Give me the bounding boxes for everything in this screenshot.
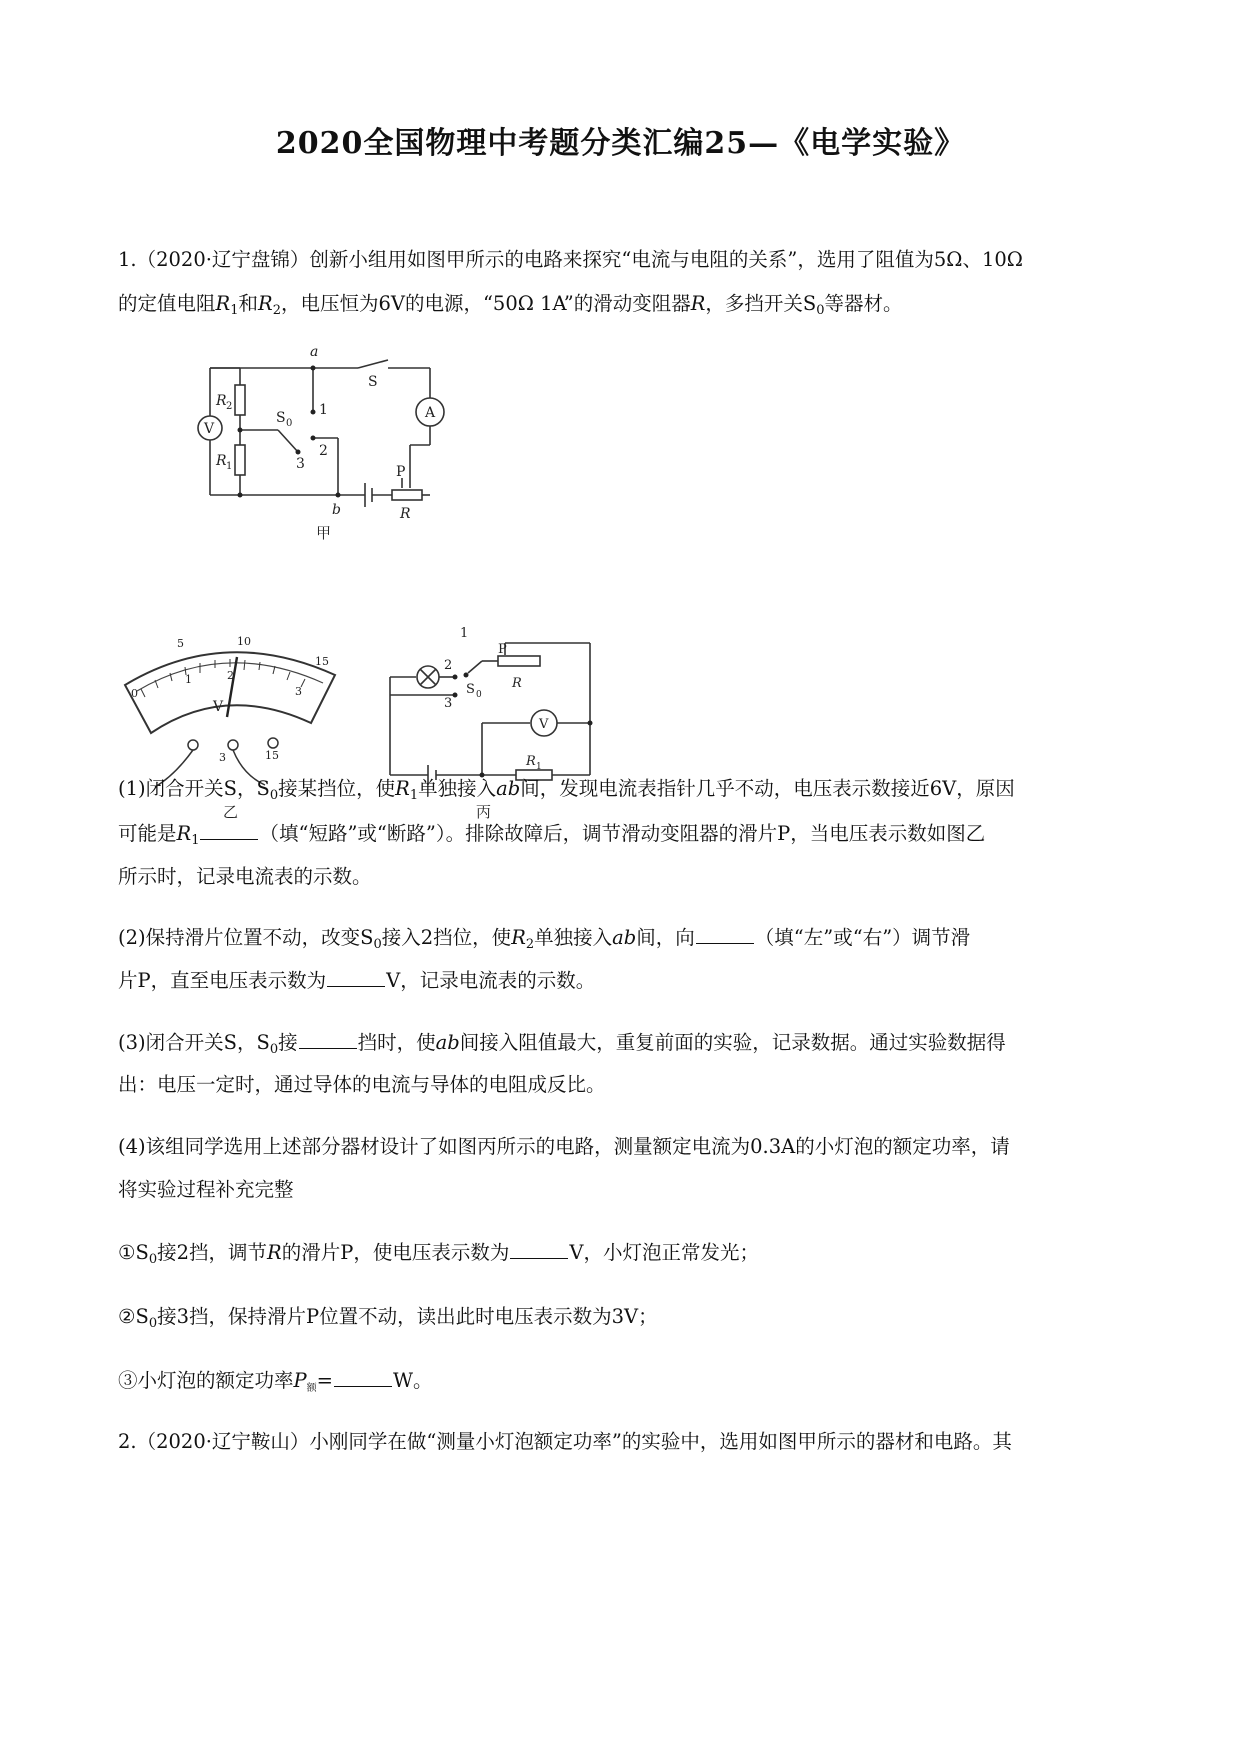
- q1-text: 的定值电阻: [118, 292, 216, 315]
- var-ab: ab: [435, 1031, 460, 1054]
- voltmeter-symbol: V: [204, 421, 215, 437]
- answer-blank[interactable]: [299, 1030, 357, 1049]
- text: (2)保持滑片位置不动，改变S: [118, 926, 374, 949]
- text: ②S: [118, 1305, 149, 1328]
- voltmeter-symbol: V: [539, 717, 549, 732]
- label-r: R: [512, 676, 522, 691]
- label-s0: S: [276, 410, 286, 426]
- text: ③小灯泡的额定功率: [118, 1369, 294, 1392]
- sub: 1: [409, 788, 419, 803]
- text: 片P，直至电压表示数为: [118, 969, 327, 992]
- text: （填“左”或“右”）调节滑: [754, 926, 971, 949]
- q1-step1: [118, 1240, 1133, 1265]
- sub: 0: [286, 418, 293, 429]
- terminal-1: 1: [460, 626, 469, 641]
- answer-blank[interactable]: [200, 821, 258, 840]
- sub: 0: [269, 1042, 279, 1057]
- text: =: [316, 1369, 333, 1392]
- sub: 2: [226, 401, 233, 412]
- figure-caption-yi: 乙: [223, 803, 239, 821]
- text: W。: [392, 1369, 433, 1392]
- dial-lower-0: 0: [131, 687, 138, 700]
- text: V，记录电流表的示数。: [386, 969, 596, 992]
- terminal-3: 3: [444, 696, 453, 711]
- q1-part1-line1: [118, 777, 1133, 801]
- label-r1: R: [526, 754, 536, 769]
- dial-lower-3: 3: [295, 685, 302, 698]
- var-r: R: [395, 777, 410, 800]
- text: 接某挡位，使: [278, 777, 396, 800]
- q1-step2: [118, 1305, 1133, 1329]
- label-r2: R: [216, 393, 227, 409]
- q1-stem-text: （2020·辽宁盘锦）创新小组用如图甲所示的电路来探究“电流与电阻的关系”，选用了阻值为5Ω、10Ω: [136, 248, 1023, 271]
- q1-line-1: [118, 248, 1133, 272]
- var-r: R: [215, 292, 231, 315]
- q1-part4-line1: (4)该组同学选用上述部分器材设计了如图丙所示的电路，测量额定电流为0.3A的小灯泡的额定功率，请: [118, 1135, 1010, 1158]
- sub: 0: [476, 690, 482, 700]
- var-r: R: [258, 292, 273, 315]
- terminal-15v: 15: [265, 749, 279, 762]
- sub: 1: [226, 461, 233, 472]
- text: 单独接入: [534, 926, 613, 949]
- text: （填“短路”或“断路”）。排除故障后，调节滑动变阻器的滑片P，当电压表示数如图乙: [259, 822, 986, 845]
- sub: 0: [269, 788, 279, 803]
- q1-part2-line2: [118, 968, 1133, 993]
- answer-blank[interactable]: [696, 925, 754, 944]
- text: 接入2挡位，使: [381, 926, 512, 949]
- text: 可能是: [118, 822, 177, 845]
- label-s: S: [368, 374, 378, 390]
- sub: 1: [230, 303, 239, 318]
- circuit-figure-jia: [180, 340, 510, 545]
- label-r1: R: [216, 453, 227, 469]
- label-r: R: [400, 506, 411, 522]
- sub: 2: [525, 937, 535, 952]
- document-title: 2020全国物理中考题分类汇编25—《电学实验》: [275, 126, 966, 161]
- dial-unit-v: V: [213, 699, 224, 715]
- var-r: R: [511, 926, 526, 949]
- ammeter-symbol: A: [425, 405, 436, 421]
- dial-upper-15: 15: [315, 655, 329, 668]
- answer-blank[interactable]: [510, 1240, 568, 1259]
- q1-text: 和: [238, 292, 258, 315]
- sub: 0: [816, 303, 825, 318]
- q1-step3: [118, 1368, 1133, 1393]
- q1-part3-line2: 出：电压一定时，通过导体的电流与导体的电阻成反比。: [118, 1073, 606, 1096]
- text: 间，向: [636, 926, 695, 949]
- sub: 0: [148, 1316, 158, 1331]
- text: 间接入阻值最大，重复前面的实验，记录数据。通过实验数据得: [459, 1031, 1006, 1054]
- sub: 2: [272, 303, 281, 318]
- label-b: b: [332, 502, 341, 518]
- text: V，小灯泡正常发光；: [569, 1241, 759, 1264]
- terminal-3: 3: [296, 456, 305, 472]
- text: (3)闭合开关S，S: [118, 1031, 270, 1054]
- q1-part1-line2: [118, 821, 1133, 846]
- text: 单独接入: [418, 777, 497, 800]
- q1-part4-line2: 将实验过程补充完整: [118, 1178, 294, 1201]
- answer-blank[interactable]: [334, 1368, 392, 1387]
- var-r: R: [176, 822, 192, 845]
- label-s0: S: [466, 682, 475, 697]
- var-r: R: [267, 1241, 282, 1264]
- terminal-2: 2: [319, 443, 328, 459]
- q1-part2-line1: [118, 925, 1133, 950]
- q1-part1-line3: 所示时，记录电流表的示数。: [118, 865, 372, 888]
- var-p: P: [293, 1369, 307, 1392]
- var-ab: ab: [612, 926, 637, 949]
- dial-lower-2: 2: [227, 669, 234, 682]
- figure-caption-bing: 丙: [476, 803, 492, 821]
- terminal-3v: 3: [219, 751, 226, 764]
- text: 接3挡，保持滑片P位置不动，读出此时电压表示数为3V；: [157, 1305, 658, 1328]
- text: (1)闭合开关S，S: [118, 777, 270, 800]
- figure-caption-jia: 甲: [316, 524, 332, 542]
- text: 的滑片P，使电压表示数为: [281, 1241, 510, 1264]
- sub: 1: [191, 833, 200, 848]
- terminal-2: 2: [444, 658, 453, 673]
- terminal-1: 1: [319, 402, 328, 418]
- q1-text: 等器材。: [824, 292, 903, 315]
- sub: 额: [306, 1383, 317, 1394]
- q1-line-2: [118, 292, 1133, 316]
- dial-upper-5: 5: [177, 637, 184, 650]
- var-r: R: [690, 292, 706, 315]
- dial-lower-1: 1: [185, 673, 192, 686]
- text: 挡时，使: [357, 1031, 436, 1054]
- label-p: P: [498, 642, 507, 657]
- label-p: P: [396, 464, 406, 480]
- text: 接2挡，调节: [157, 1241, 268, 1264]
- q1-number: 1.: [118, 248, 137, 271]
- text: 接: [278, 1031, 298, 1054]
- dial-upper-10: 10: [237, 635, 251, 648]
- q1-part3-line1: [118, 1030, 1133, 1055]
- text: ①S: [118, 1241, 149, 1264]
- var-ab: ab: [496, 777, 521, 800]
- text: 间，发现电流表指针几乎不动，电压表示数接近6V，原因: [520, 777, 1015, 800]
- sub: 0: [373, 937, 382, 952]
- answer-blank[interactable]: [327, 968, 385, 987]
- label-a: a: [310, 344, 319, 360]
- sub: 0: [148, 1252, 158, 1267]
- sub: 1: [536, 762, 542, 772]
- q2-line-1: 2.（2020·辽宁鞍山）小刚同学在做“测量小灯泡额定功率”的实验中，选用如图甲所示的器材和电路。其: [118, 1430, 1012, 1453]
- q1-text: ，电压恒为6V的电源，“50Ω 1A”的滑动变阻器: [280, 292, 691, 315]
- q1-text: ，多挡开关S: [705, 292, 817, 315]
